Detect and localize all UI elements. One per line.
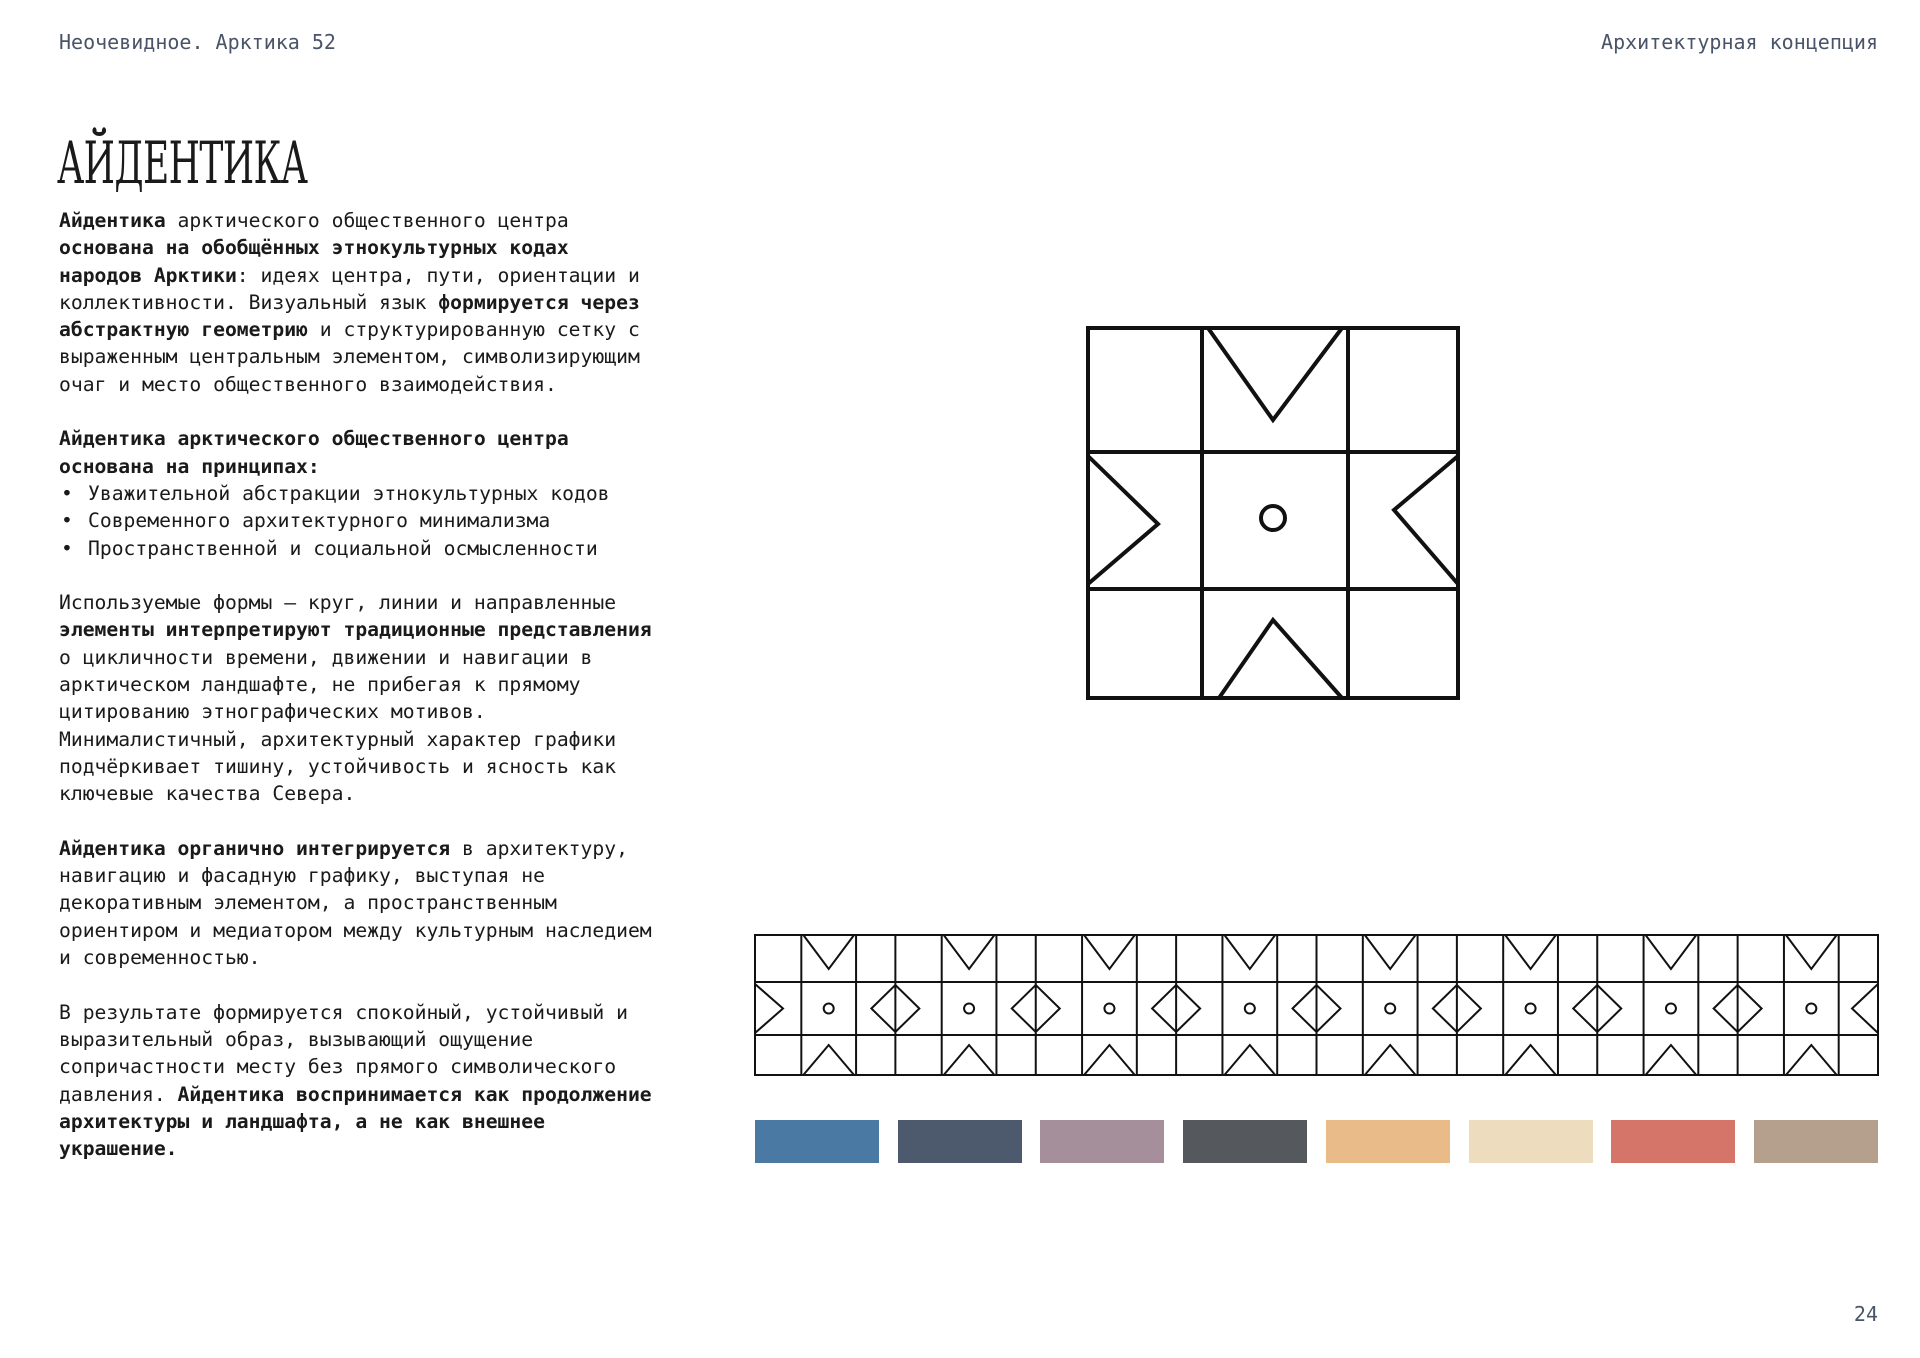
document-header-left: Неочевидное. Арктика 52: [59, 30, 336, 54]
bold-text-run: элементы интерпретируют традиционные представления: [59, 618, 652, 642]
principles-heading: Айдентика арктического общественного центра основана на принципах:: [59, 427, 569, 478]
center-dot-mark: [964, 1004, 974, 1014]
text-run: В результате формируется спокойный, устойчивый и выразительный образ, вызывающий ощущение сопричастности месту без прямого символического давления.: [59, 1000, 628, 1106]
page-title: АЙДЕНТИКА: [57, 128, 308, 197]
up-triangle-mark: [1646, 1045, 1697, 1075]
text-run: и структурированную сетку с выраженным центральным элементом, символизирующим очаг и место общественного взаимодействия.: [59, 318, 640, 396]
down-triangle-mark: [1505, 935, 1556, 969]
color-swatch: [898, 1120, 1022, 1163]
color-swatch: [1611, 1120, 1735, 1163]
bold-text-run: основана на обобщённых этнокультурных кодах народов Арктики: [59, 236, 569, 287]
down-triangle-mark: [1786, 935, 1837, 969]
color-swatch: [1326, 1120, 1450, 1163]
center-dot-mark: [1666, 1004, 1676, 1014]
down-triangle-mark: [1646, 935, 1697, 969]
bold-text-run: формируется через абстрактную геометрию: [59, 290, 640, 342]
up-triangle-mark: [1224, 1045, 1275, 1075]
list-item: • Уважительной абстракции этнокультурных кодов: [59, 480, 659, 507]
document-header-right: Архитектурная концепция: [1601, 30, 1878, 54]
up-triangle-mark: [1084, 1045, 1135, 1075]
down-triangle-mark: [1084, 935, 1135, 969]
color-swatch: [1183, 1120, 1307, 1163]
up-triangle-mark: [1505, 1045, 1556, 1075]
up-triangle-mark: [803, 1045, 854, 1075]
bold-text-run: Айдентика органично интегрируется: [59, 836, 451, 860]
down-triangle-mark: [944, 935, 995, 969]
text-run: арктического общественного центра: [165, 209, 569, 232]
down-triangle-mark: [1224, 935, 1275, 969]
bold-text-run: Айдентика: [59, 209, 166, 232]
bold-text-run: Айдентика воспринимается как продолжение архитектуры и ландшафта, а не как внешнее украшение.: [59, 1082, 652, 1161]
text-run: о цикличности времени, движении и навигации в арктическом ландшафте, не прибегая к прямому цитированию этнографических мотивов. Минималистичный, архитектурный характер графики подчёркивает тишину, устойчивость и ясность как ключевые качества Севера.: [59, 645, 617, 806]
down-triangle-mark: [1365, 935, 1416, 969]
text-run: в архитектуру, навигацию и фасадную графику, выступая не декоративным элементом, а пространственным ориентиром и медиатором между культурным наследием и современностью.: [59, 836, 652, 970]
ornament-band-icon: [755, 935, 1878, 1075]
color-swatch: [1754, 1120, 1878, 1163]
left-arrow-mark: [1852, 984, 1878, 1033]
text-run: : идеях центра, пути, ориентации и коллективности. Визуальный язык: [59, 263, 640, 314]
color-swatch: [1040, 1120, 1164, 1163]
center-dot-mark: [824, 1004, 834, 1014]
up-triangle-mark: [944, 1045, 995, 1075]
page-number: 24: [1853, 1302, 1878, 1326]
center-dot-mark: [1104, 1004, 1114, 1014]
right-arrow-mark: [755, 984, 783, 1033]
list-item: • Современного архитектурного минимализма: [59, 507, 659, 534]
down-triangle-mark: [803, 935, 854, 969]
up-triangle-mark: [1786, 1045, 1837, 1075]
center-dot-mark: [1245, 1004, 1255, 1014]
list-item: • Пространственной и социальной осмысленности: [59, 535, 659, 562]
grid-star-icon: [1088, 328, 1458, 698]
up-triangle-mark: [1365, 1045, 1416, 1075]
text-run: Используемые формы — круг, линии и направленные: [59, 591, 617, 615]
center-dot-mark: [1806, 1004, 1816, 1014]
color-swatch: [1469, 1120, 1593, 1163]
center-dot-mark: [1526, 1004, 1536, 1014]
center-dot-mark: [1385, 1004, 1395, 1014]
color-palette: [755, 1120, 1878, 1163]
color-swatch: [755, 1120, 879, 1163]
